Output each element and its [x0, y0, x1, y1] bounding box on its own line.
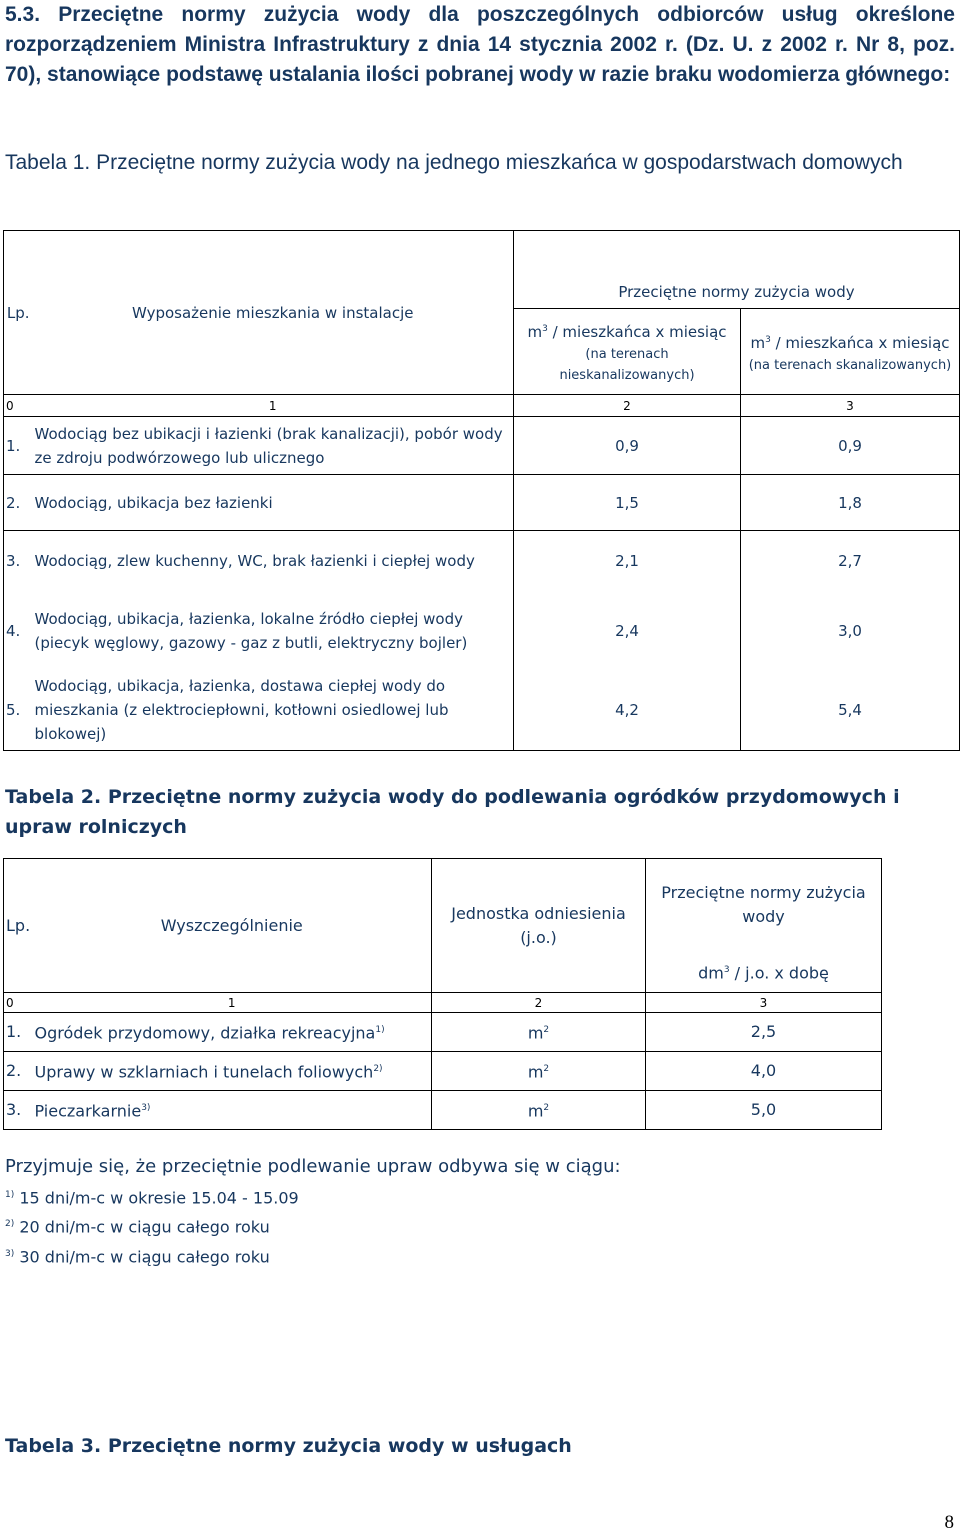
table2-unit-header: Jednostka odniesienia (j.o.) — [432, 859, 646, 993]
footnote: $^{1)}$ 15 dni/m-c w okresie 15.04 - 15.09 — [5, 1188, 299, 1208]
table1-caption: Tabela 1. Przeciętne normy zużycia wody na jednego mieszkańca w gospodarstwach domowych — [5, 151, 903, 174]
table1-group-header: Przeciętne normy zużycia wody — [514, 231, 960, 309]
table1-equipment-header: Wyposażenie mieszkania w instalacje — [33, 231, 514, 395]
table-row: 3. Wodociąg, zlew kuchenny, WC, brak łazienki i ciepłej wody 2,1 2,7 — [4, 531, 960, 591]
table3-caption: Tabela 3. Przeciętne normy zużycia wody w usługach — [5, 1435, 572, 1457]
table-row: 1. Wodociąg bez ubikacji i łazienki (brak kanalizacji), pobór wody ze zdroju podwórzowego lub ulicznego 0,9 0,9 — [4, 417, 960, 475]
table1-lp-header: Lp. — [4, 231, 33, 395]
table2-norm-unit: $dm^3 / j.o$. x dobę — [646, 951, 882, 993]
table2-norm-header: Przeciętne normy zużycia wody — [646, 859, 882, 951]
table2-caption: Tabela 2. Przeciętne normy zużycia wody do podlewania ogródków przydomowych i upraw rolniczych — [5, 786, 900, 838]
table-row: 5. Wodociąg, ubikacja, łazienka, dostawa ciepłej wody do mieszkania (z elektrociepłowni, kotłowni osiedlowej lub blokowej) 4,2 5,4 — [4, 671, 960, 751]
footnote: $^{3)}$ 30 dni/m-c w ciągu całego roku — [5, 1246, 270, 1266]
table2-index-row: 0 1 2 3 — [4, 993, 882, 1013]
table2 — [3, 858, 882, 1130]
section-heading: 5.3. Przeciętne normy zużycia wody dla poszczególnych odbiorców usług określone rozporządzeniem Ministra Infrastruktury z dnia 14 stycznia 2002 r. (Dz. U. z 2002 r. Nr 8, poz. 70), stanowiące podstawę ustalania ilości pobranej wody w razie braku wodomierza głównego: — [5, 3, 955, 86]
footnotes — [5, 1152, 621, 1270]
footnotes-intro: Przyjmuje się, że przeciętnie podlewanie upraw odbywa się w ciągu: — [5, 1156, 621, 1177]
table2-lp-header: Lp. — [4, 859, 33, 993]
table1-col-unsewered: $m^3$ / mieszkańca x miesiąc (na terenach nieskanalizowanych) — [514, 309, 741, 395]
table-row: 1. Ogródek przydomowy, działka rekreacyjna$^{1)}$ $m^2$ 2,5 — [4, 1013, 882, 1052]
table1-index-row: 0 1 2 3 — [4, 395, 960, 417]
table-row: 3. Pieczarkarnie$^{3)}$ $m^2$ 5,0 — [4, 1091, 882, 1130]
table-row: 4. Wodociąg, ubikacja, łazienka, lokalne źródło ciepłej wody (piecyk węglowy, gazowy - gaz z butli, elektryczny bojler) 2,4 3,0 — [4, 591, 960, 671]
table1-col-sewered: $m^3$ / mieszkańca x miesiąc (na terenach skanalizowanych) — [741, 309, 960, 395]
footnote: $^{2)}$ 20 dni/m-c w ciągu całego roku — [5, 1217, 270, 1237]
table2-spec-header: Wyszczególnienie — [33, 859, 432, 993]
table1 — [3, 230, 960, 751]
table-row: 2. Uprawy w szklarniach i tunelach foliowych$^{2)}$ $m^2$ 4,0 — [4, 1052, 882, 1091]
table-row: 2. Wodociąg, ubikacja bez łazienki 1,5 1,8 — [4, 475, 960, 531]
page-number: 8 — [944, 1512, 954, 1533]
